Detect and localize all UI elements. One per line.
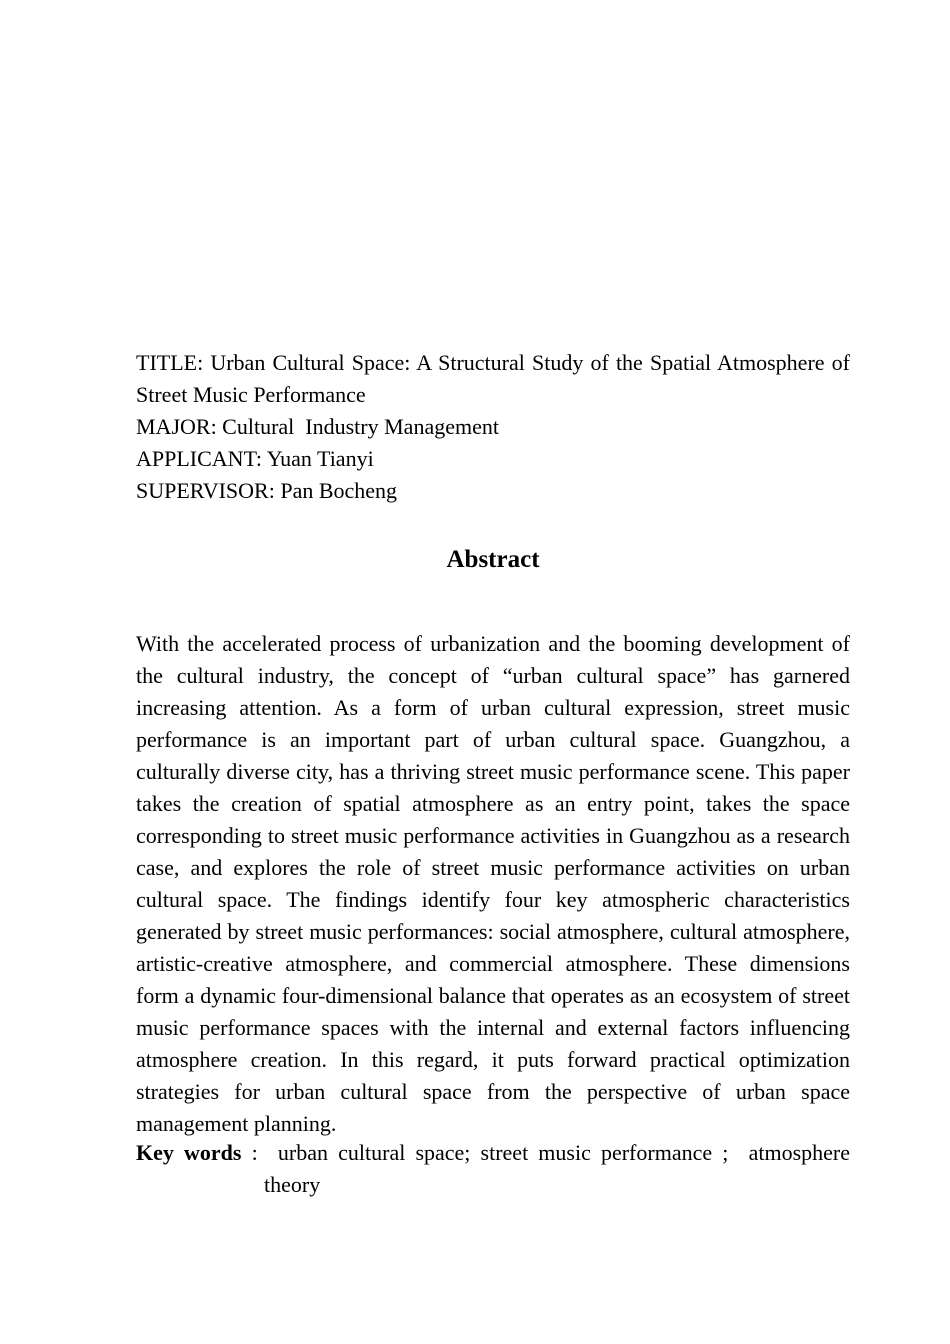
thesis-major-line: MAJOR: Cultural Industry Management — [136, 414, 499, 439]
abstract-paragraph: With the accelerated process of urbanization and the booming development of the cultural industry, the concept of “urban cultural space” has garnered increasing attention. As a form of urban cultural expression, street music performance is an important part of urban cultural space. Guangzhou, a culturally diverse city, has a thriving street music performance scene. This paper takes the creation of spatial atmosphere as an entry point, takes the space corresponding to street music performance activities in Guangzhou as a research case, and explores the role of street music performance activities on urban cultural space. The findings identify four key atmospheric characteristics generated by street music performances: social atmosphere, cultural atmosphere, artistic-creative atmosphere, and commercial atmosphere. These dimensions form a dynamic four-dimensional balance that operates as an ecosystem of street music performance spaces with the internal and external factors influencing atmosphere creation. In this regard, it puts forward practical optimization strategies for urban cultural space from the perspective of urban space management planning. — [136, 631, 850, 1136]
thesis-applicant-line: APPLICANT: Yuan Tianyi — [136, 446, 374, 471]
thesis-title-line: TITLE: Urban Cultural Space: A Structural Study of the Spatial Atmosphere of Street Music Performance — [136, 350, 856, 407]
keywords-block — [136, 1137, 856, 1201]
thesis-supervisor-line: SUPERVISOR: Pan Bocheng — [136, 478, 398, 503]
thesis-info-block — [136, 347, 856, 507]
keywords-text: : urban cultural space; street music performance ; atmosphere theory — [241, 1140, 856, 1197]
keywords-label: Key words — [136, 1140, 242, 1165]
abstract-heading: Abstract — [446, 546, 540, 573]
